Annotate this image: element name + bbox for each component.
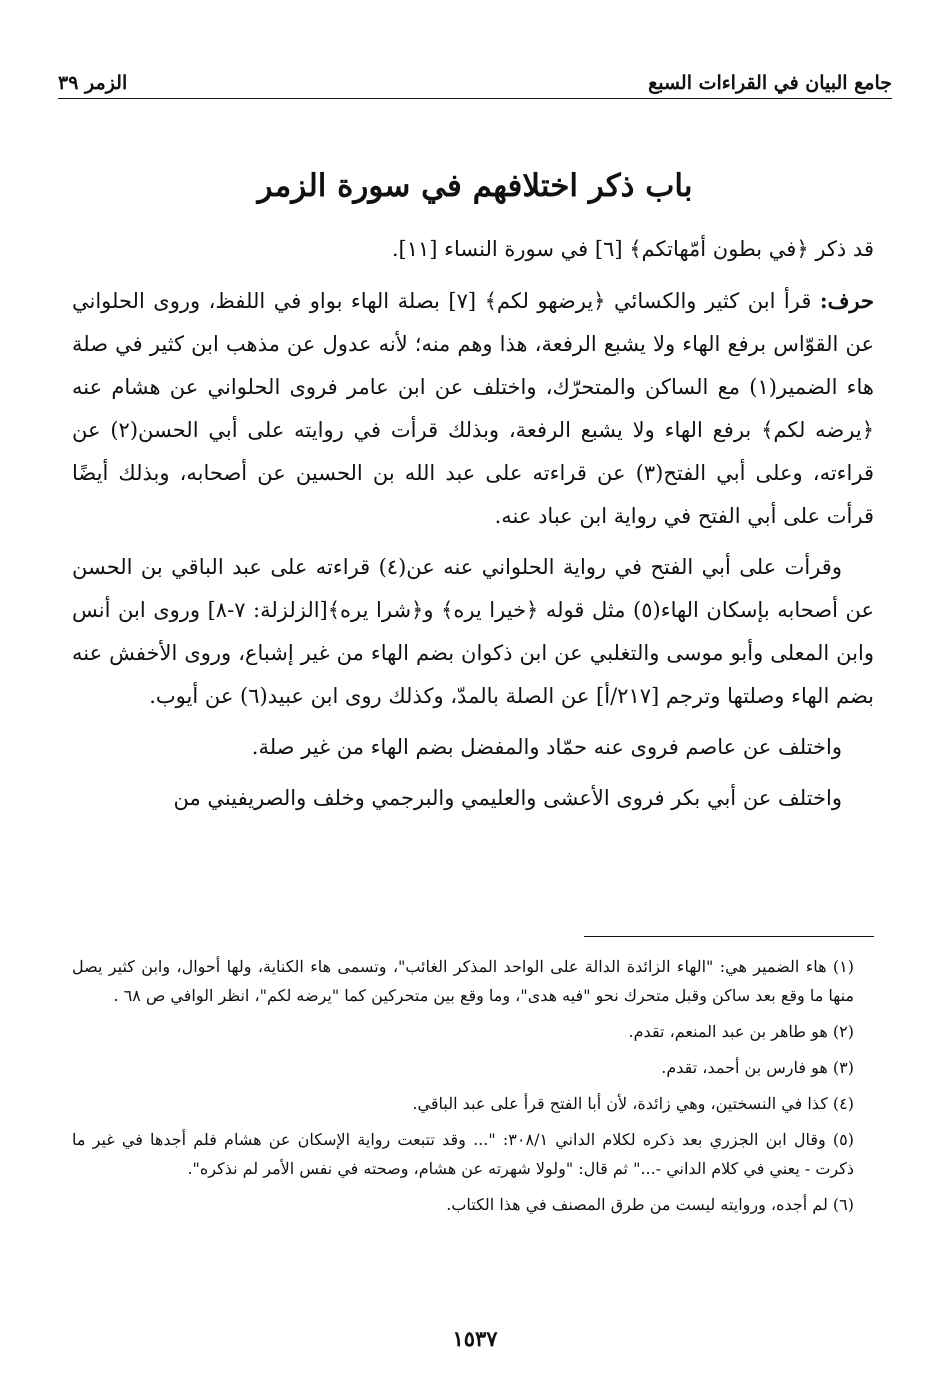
footnote-separator bbox=[584, 936, 874, 937]
page-number: ١٥٣٧ bbox=[452, 1326, 498, 1351]
main-text bbox=[72, 228, 874, 828]
paragraph-2-text: قرأ ابن كثير والكسائي ﴿يرضهو لكم﴾ [٧] بصلة الهاء بواو في اللفظ، وروى الحلواني عن القوّاس برفع الهاء ولا يشبع الرفعة، هذا وهم منه؛ لأنه عدول عن مذهب ابن كثير في صلة هاء الضمير(١) مع الساكن والمتحرّك، واختلف عن ابن عامر فروى الحلواني عن هشام عنه ﴿يرضه لكم﴾ برفع الهاء ولا يشبع الرفعة، وبذلك قرأت في روايته على أبي الحسن(٢) عن قراءته، وعلى أبي الفتح(٣) عن قراءته على عبد الله بن الحسين عن أصحابه، وبذلك أيضًا قرأت على أبي الفتح في رواية ابن عباد عنه. bbox=[72, 289, 875, 528]
footnote-5: (٥) وقال ابن الجزري بعد ذكره لكلام الداني ٣٠٨/١: "... وقد تتبعت رواية الإسكان عن هشام فلم أجدها في غير ما ذكرت - يعني في كلام الداني -..." ثم قال: "ولولا شهرته عن هشام، وصحته في نفس الأمر لم نذكره". bbox=[72, 1130, 854, 1178]
footnotes bbox=[72, 952, 854, 1226]
paragraph-1: قد ذكر ﴿في بطون أمّهاتكم﴾ [٦] في سورة النساء [١١]. bbox=[391, 237, 874, 261]
footnote-2: (٢) هو طاهر بن عبد المنعم، تقدم. bbox=[628, 1022, 854, 1041]
paragraph-4: واختلف عن عاصم فروى عنه حمّاد والمفضل بضم الهاء من غير صلة. bbox=[251, 735, 842, 759]
footnote-3: (٣) هو فارس بن أحمد، تقدم. bbox=[661, 1058, 854, 1077]
running-header bbox=[58, 58, 892, 99]
paragraph-5: واختلف عن أبي بكر فروى الأعشى والعليمي والبرجمي وخلف والصريفيني من bbox=[173, 786, 842, 810]
chapter-title: باب ذكر اختلافهم في سورة الزمر bbox=[257, 168, 693, 204]
footnote-6: (٦) لم أجده، وروايته ليست من طرق المصنف في هذا الكتاب. bbox=[446, 1195, 854, 1214]
paragraph-3: وقرأت على أبي الفتح في رواية الحلواني عنه عن(٤) قراءته على عبد الباقي بن الحسن عن أصحابه بإسكان الهاء(٥) مثل قوله ﴿خيرا يره﴾ و﴿شرا يره﴾[الزلزلة: ٧-٨] وروى ابن أنس وابن المعلى وأبو موسى والتغلبي عن ابن ذكوان بضم الهاء من غير إشباع، وروى الأخفش عنه بضم الهاء وصلتها وترجم [٢١٧/أ] عن الصلة بالمدّ، وكذلك روى ابن عبيد(٦) عن أيوب. bbox=[72, 555, 875, 708]
paragraph-2 bbox=[72, 279, 874, 538]
footnote-4: (٤) كذا في النسختين، وهي زائدة، لأن أبا الفتح قرأ على عبد الباقي. bbox=[412, 1094, 854, 1113]
harf-label: حرف: bbox=[819, 288, 874, 313]
book-title: جامع البيان في القراءات السبع bbox=[648, 72, 892, 94]
surah-reference: الزمر ٣٩ bbox=[58, 72, 128, 94]
footnote-1: (١) هاء الضمير هي: "الهاء الزائدة الدالة على الواحد المذكر الغائب"، وتسمى هاء الكناية، ولها أحوال، وابن كثير يصل منها ما وقع بعد ساكن وقبل متحرك نحو "فيه هدى"، وما وقع بين متحركين كما "يرضه لكم"، انظر الوافي ص ٦٨ . bbox=[72, 957, 854, 1005]
